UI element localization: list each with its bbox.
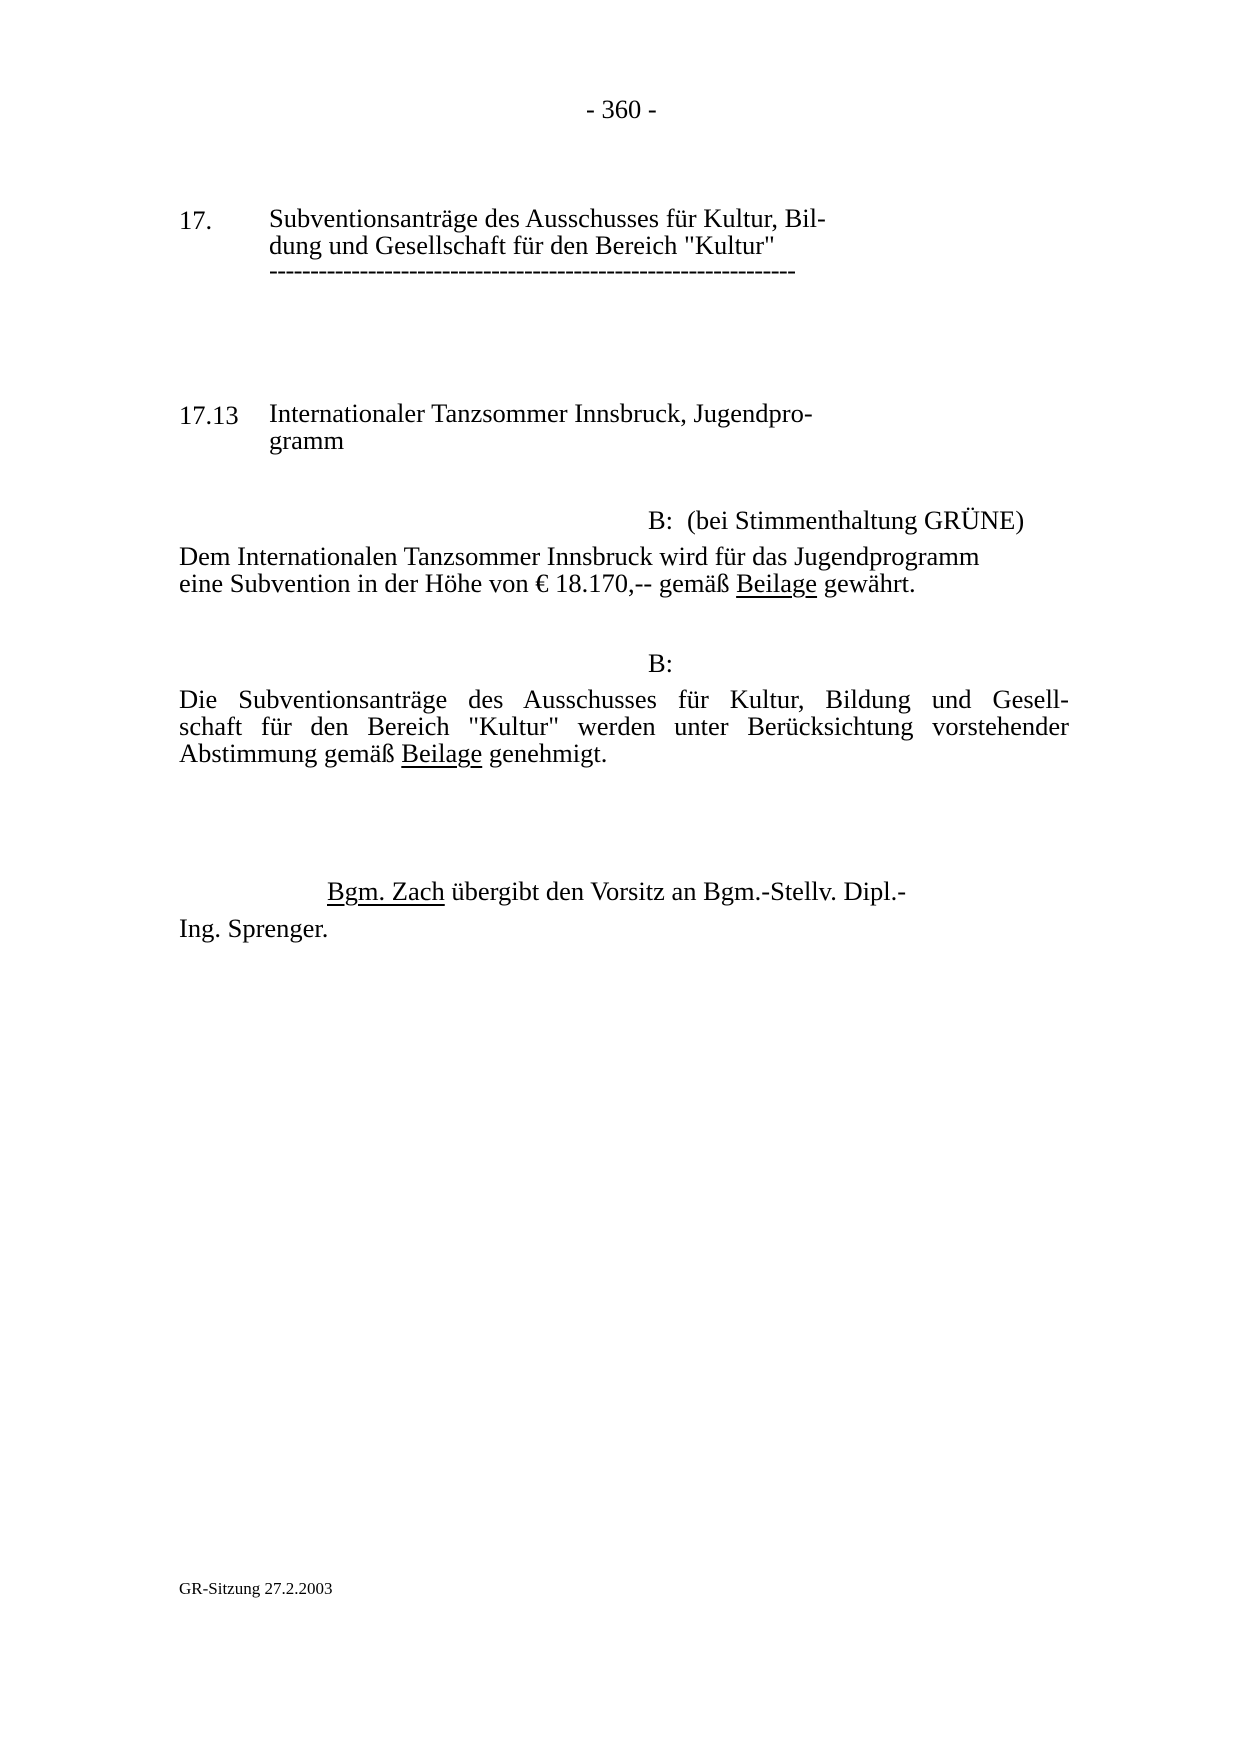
section-title-line-2: dung und Gesellschaft für den Bereich "Kultur": [269, 230, 775, 260]
footer-session-date: GR-Sitzung 27.2.2003: [179, 1579, 333, 1598]
decision-1-line-1: Dem Internationalen Tanzsommer Innsbruck wird für das Jugendprogramm: [179, 541, 980, 571]
decision-2-line-1: Die Subventionsanträge des Ausschusses für Kultur, Bildung und Gesell-: [179, 684, 1069, 714]
decision-label: B:: [648, 505, 674, 535]
vote-note: (bei Stimmenthaltung GRÜNE): [687, 505, 1025, 535]
beilage-link-2: Beilage: [401, 738, 483, 768]
decision-marker-vote: [648, 505, 1024, 536]
mayor-name: Bgm. Zach: [327, 876, 445, 906]
handover-line-1: Bgm. Zach übergibt den Vorsitz an Bgm.-Stellv. Dipl.-: [327, 876, 907, 906]
section-title-line-1: Subventionsanträge des Ausschusses für Kultur, Bil-: [269, 203, 826, 233]
decision-1-line-2: eine Subvention in der Höhe von € 18.170,-- gemäß Beilage gewährt.: [179, 568, 916, 598]
decision-1-text: [179, 543, 980, 597]
section-title: [269, 205, 826, 259]
section-number: 17.: [179, 205, 213, 235]
page-number: - 360 -: [586, 94, 657, 124]
item-title: [269, 400, 813, 454]
item-title-line-2: gramm: [269, 425, 345, 455]
decision-2-label: B:: [648, 648, 674, 678]
handover-line-2: Ing. Sprenger.: [179, 913, 329, 943]
item-title-line-1: Internationaler Tanzsommer Innsbruck, Jugendpro-: [269, 398, 813, 428]
section-divider: ----------------------------------------------------------------: [269, 255, 796, 285]
beilage-link: Beilage: [736, 568, 818, 598]
item-number: 17.13: [179, 400, 239, 430]
decision-2-line-2: schaft für den Bereich "Kultur" werden unter Berücksichtung vorstehender: [179, 711, 1069, 741]
decision-2-text: [179, 686, 1069, 767]
decision-2-line-3: Abstimmung gemäß Beilage genehmigt.: [179, 738, 608, 768]
